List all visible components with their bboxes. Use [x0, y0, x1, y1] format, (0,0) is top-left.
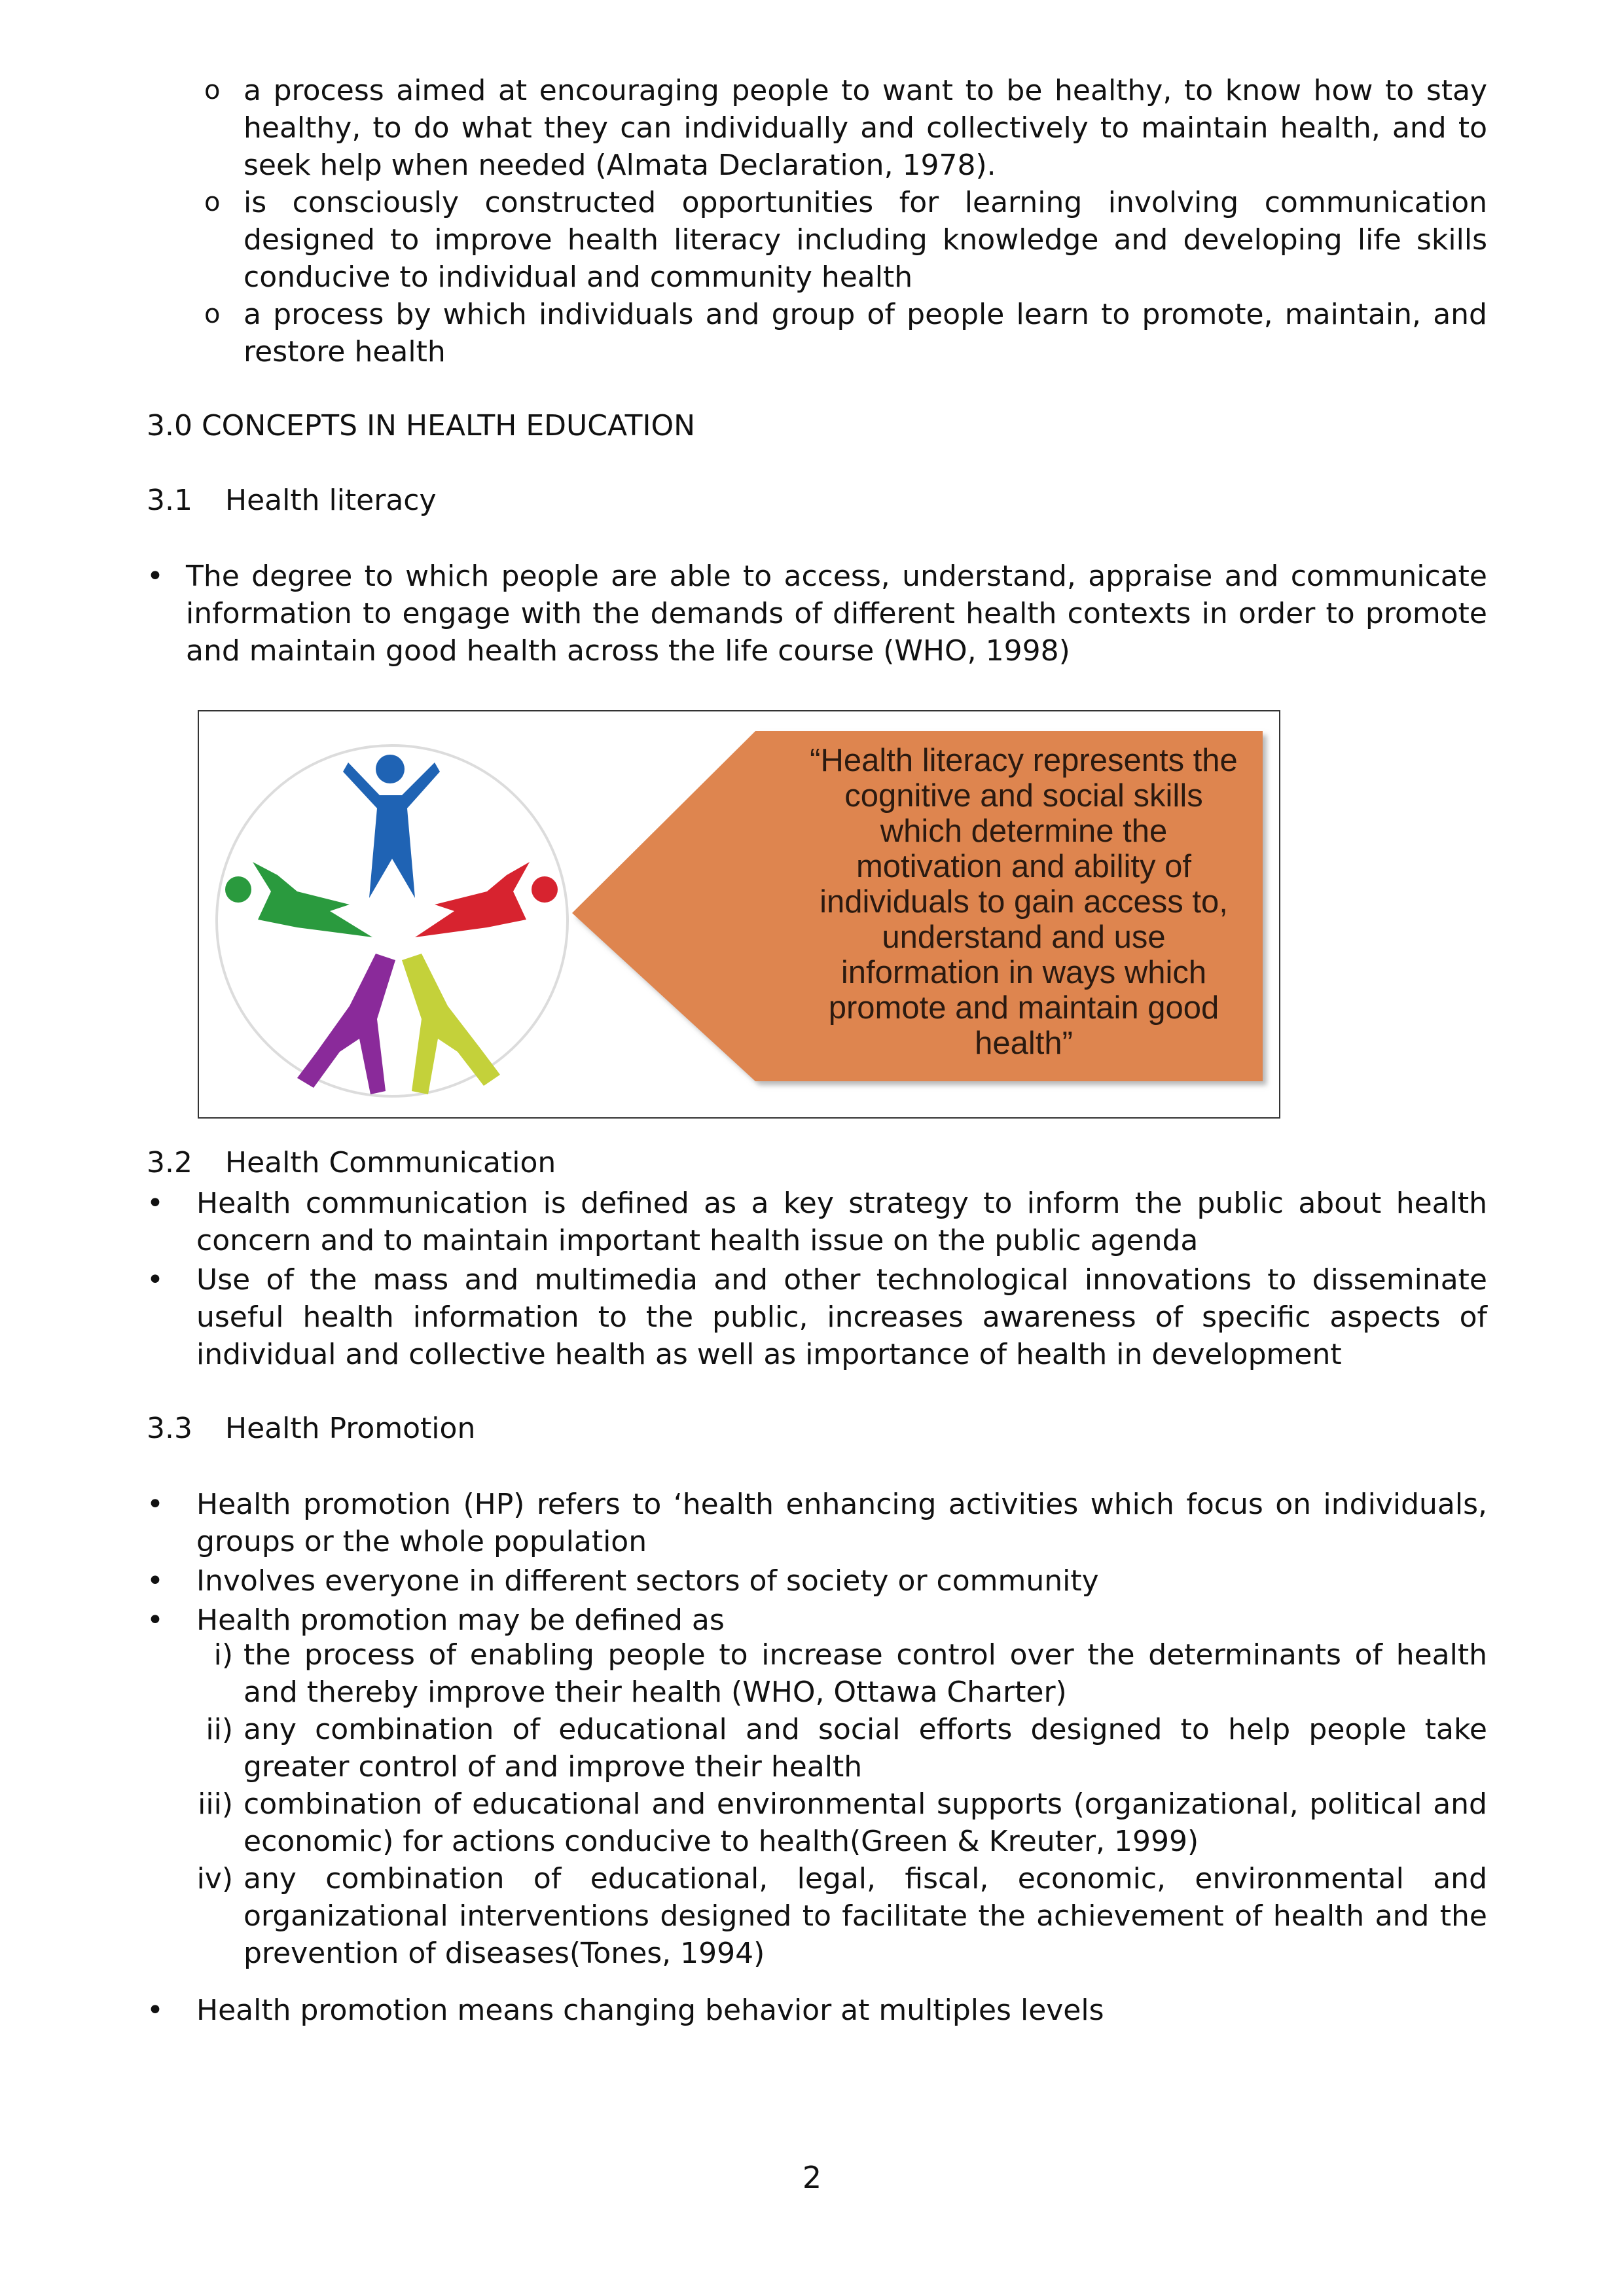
subsection-heading-health-literacy: 3.1 Health literacy	[147, 484, 437, 517]
subsection-heading-health-communication: 3.2 Health Communication	[147, 1146, 556, 1179]
circle-bullet-icon: o	[204, 299, 221, 329]
health-literacy-quote: “Health literacy represents the cognitive and social skills which determine the motivation and ability of individuals to gain access to, understand and use information in ways which promote and maintain good health”	[810, 743, 1238, 1061]
health-promotion-bullets	[147, 1486, 1487, 1639]
list-item: • The degree to which people are able to access, understand, appraise and communicate information to engage with the demands of different health contexts in order to promote and maintain good health across the life course (WHO, 1998)	[147, 558, 1487, 670]
list-item: o a process aimed at encouraging people to want to be healthy, to know how to stay healthy, to do what they can individually and collectively to maintain health, and to seek help when needed (Almata Declaration, 1978).	[204, 72, 1487, 184]
subsection-heading-health-promotion: 3.3 Health Promotion	[147, 1412, 476, 1445]
health-literacy-figure	[198, 710, 1280, 1119]
health-promotion-definitions	[190, 1636, 1487, 1972]
health-communication-bullets	[147, 1185, 1487, 1373]
list-item: i) the process of enabling people to increase control over the determinants of health and thereby improve their health (WHO, Ottawa Charter)	[213, 1638, 1487, 1709]
bullet-icon: •	[147, 1263, 164, 1297]
list-item: o a process by which individuals and group of people learn to promote, maintain, and restore health	[204, 296, 1487, 370]
circle-bullet-icon: o	[204, 187, 221, 217]
list-item: ii) any combination of educational and social efforts designed to help people take greater control of and improve their health	[206, 1713, 1487, 1784]
bullet-icon: •	[147, 560, 164, 593]
health-literacy-bullets	[147, 558, 1487, 670]
list-item: • Health promotion may be defined as	[147, 1602, 1487, 1639]
list-item: • Health promotion means changing behavior at multiples levels	[147, 1992, 1487, 2029]
bullet-icon: •	[147, 1564, 164, 1598]
list-item: • Health promotion (HP) refers to ‘health enhancing activities which focus on individuals, groups or the whole population	[147, 1486, 1487, 1560]
list-item: iii) combination of educational and environmental supports (organizational, political and economic) for actions conducive to health(Green & Kreuter, 1999)	[198, 1787, 1487, 1858]
page-number: 2	[802, 2160, 822, 2195]
intro-definition-list	[204, 72, 1487, 370]
list-item: • Health communication is defined as a key strategy to inform the public about health concern and to maintain important health issue on the public agenda	[147, 1185, 1487, 1259]
circle-bullet-icon: o	[204, 75, 221, 105]
bullet-icon: •	[147, 1187, 164, 1220]
list-item: • Involves everyone in different sectors of society or community	[147, 1562, 1487, 1600]
list-item: o is consciously constructed opportunities for learning involving communication designed to improve health literacy including knowledge and developing life skills conducive to individual and community health	[204, 184, 1487, 296]
bullet-icon: •	[147, 1994, 164, 2027]
list-item: • Use of the mass and multimedia and other technological innovations to disseminate useful health information to the public, increases awareness of specific aspects of individual and collective health as well as importance of health in development	[147, 1261, 1487, 1373]
list-item: iv) any combination of educational, legal, fiscal, economic, environmental and organizational interventions designed to facilitate the achievement of health and the prevention of diseases(Tones, 1994)	[196, 1862, 1487, 1970]
section-heading-concepts: 3.0 CONCEPTS IN HEALTH EDUCATION	[147, 409, 696, 442]
bullet-icon: •	[147, 1604, 164, 1637]
health-promotion-final-bullet	[147, 1992, 1487, 2029]
bullet-icon: •	[147, 1488, 164, 1521]
